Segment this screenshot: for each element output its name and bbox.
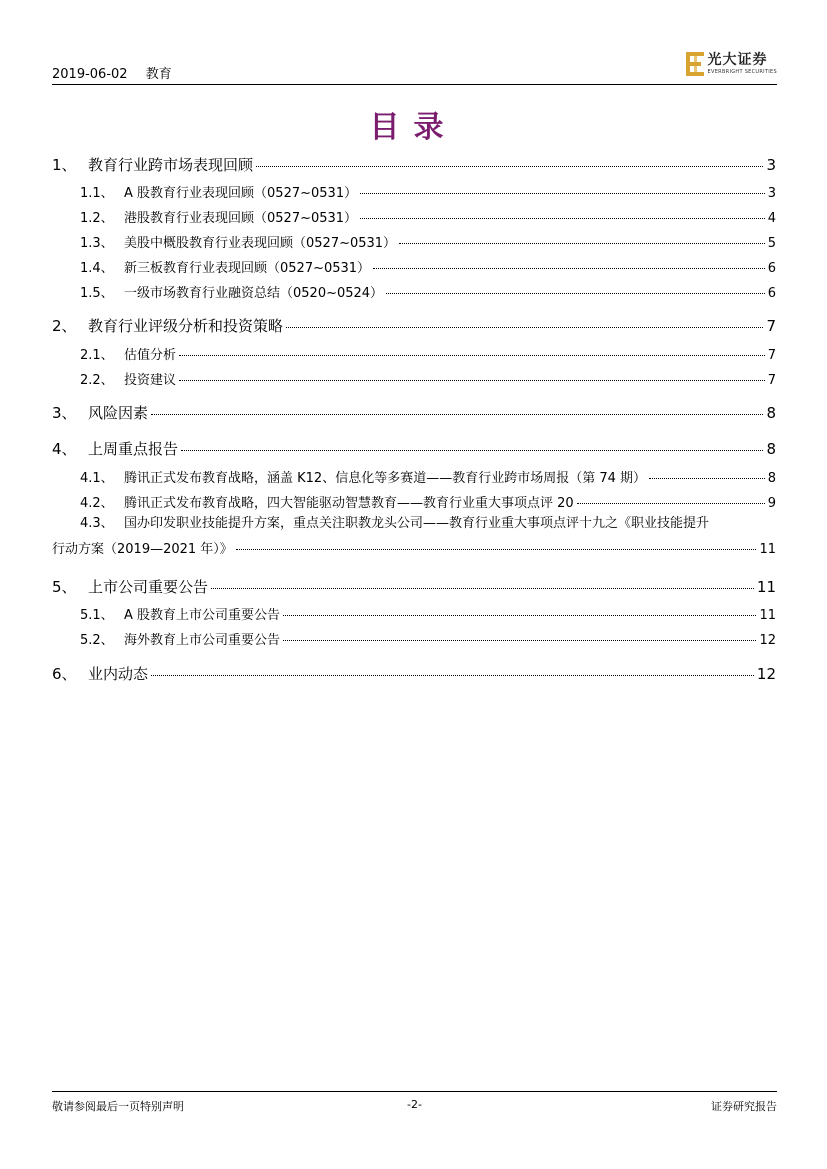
toc-entry-number: 1.2、 (80, 211, 114, 226)
toc-entry-page: 7 (767, 348, 776, 363)
toc-leader-dots (577, 503, 765, 504)
toc-entry-title: 业内动态 (88, 665, 149, 683)
toc-entry[interactable] (52, 369, 776, 388)
toc-leader-dots (649, 478, 765, 479)
toc-leader-dots (256, 166, 763, 167)
toc-leader-dots (360, 193, 765, 194)
toc-entry-title: 港股教育行业表现回顾（0527~0531） (124, 211, 358, 226)
toc-entry-number: 4.3、 (80, 516, 114, 531)
company-logo (686, 50, 777, 78)
toc-entry-title: 一级市场教育行业融资总结（0520~0524） (124, 286, 384, 301)
toc-entry-title: 国办印发职业技能提升方案，重点关注职教龙头公司——教育行业重大事项点评十九之《职业技能提升 (124, 516, 710, 531)
toc-entry[interactable] (52, 182, 776, 201)
toc-entry[interactable] (52, 232, 776, 251)
toc-entry-title: A 股教育上市公司重要公告 (124, 608, 281, 623)
toc-entry-page: 3 (767, 186, 776, 201)
toc-leader-dots (151, 675, 754, 676)
toc-entry[interactable] (52, 511, 776, 563)
toc-entry-title: 估值分析 (124, 348, 177, 363)
toc-entry-number: 5.2、 (80, 633, 114, 648)
toc-entry-number: 2.1、 (80, 348, 114, 363)
toc-entry-title: A 股教育行业表现回顾（0527~0531） (124, 186, 358, 201)
toc-entry-number: 3、 (52, 404, 77, 422)
logo-english-name: EVERBRIGHT SECURITIES (707, 69, 777, 75)
toc-entry-title: 腾讯正式发布教育战略，四大智能驱动智慧教育——教育行业重大事项点评 20 (124, 496, 574, 511)
toc-entry[interactable] (52, 438, 776, 459)
toc-entry-page: 4 (767, 211, 776, 226)
toc-entry[interactable] (52, 344, 776, 363)
toc-entry-title: 腾讯正式发布教育战略，涵盖 K12、信息化等多赛道——教育行业跨市场周报（第 74 期） (124, 471, 647, 486)
toc-entry[interactable] (52, 604, 776, 623)
toc-entry-number: 1、 (52, 156, 77, 174)
toc-entry-number: 5、 (52, 578, 77, 596)
everbright-logo-icon (686, 52, 704, 76)
toc-entry-page: 5 (767, 236, 776, 251)
toc-entry[interactable] (52, 402, 776, 423)
toc-leader-dots (236, 549, 757, 550)
toc-heading: 目录 (369, 110, 458, 145)
toc-entry-page: 9 (767, 496, 776, 511)
toc-entry-title: 教育行业跨市场表现回顾 (88, 156, 254, 174)
report-date: 2019-06-02 (52, 67, 128, 82)
toc-entry-number: 1.4、 (80, 261, 114, 276)
toc-entry-page: 12 (756, 665, 776, 683)
toc-entry-title: 投资建议 (124, 373, 177, 388)
toc-entry[interactable] (52, 576, 776, 597)
toc-leader-dots (179, 355, 765, 356)
toc-entry-title: 上市公司重要公告 (88, 578, 209, 596)
toc-entry-page: 6 (767, 261, 776, 276)
toc-entry[interactable] (52, 282, 776, 301)
toc-entry[interactable] (52, 492, 776, 511)
toc-entry-number: 4.2、 (80, 496, 114, 511)
toc-leader-dots (373, 268, 765, 269)
toc-entry-title: 美股中概股教育行业表现回顾（0527~0531） (124, 236, 397, 251)
toc-entry-page: 8 (766, 440, 776, 458)
toc-entry-page: 11 (756, 578, 776, 596)
toc-entry-page: 7 (767, 373, 776, 388)
toc-entry-title: 新三板教育行业表现回顾（0527~0531） (124, 261, 371, 276)
toc-entry-title: 风险因素 (88, 404, 149, 422)
toc-entry-number: 2.2、 (80, 373, 114, 388)
toc-leader-dots (286, 327, 763, 328)
report-type: 证券研究报告 (711, 1100, 777, 1113)
toc-entry-number: 1.1、 (80, 186, 114, 201)
toc-entry-number: 1.5、 (80, 286, 114, 301)
toc-leader-dots (151, 414, 763, 415)
toc-entry-page: 6 (767, 286, 776, 301)
toc-entry-title: 上周重点报告 (88, 440, 179, 458)
toc-leader-dots (360, 218, 765, 219)
toc-entry-page: 11 (759, 608, 776, 623)
toc-entry-page: 3 (766, 156, 776, 174)
toc-entry-number: 4.1、 (80, 471, 114, 486)
toc-entry[interactable] (52, 154, 776, 175)
toc-leader-dots (181, 450, 763, 451)
page-header (52, 48, 777, 85)
toc-leader-dots (283, 640, 756, 641)
toc-entry-title: 海外教育上市公司重要公告 (124, 633, 281, 648)
toc-entry[interactable] (52, 663, 776, 684)
page-footer (52, 1091, 777, 1112)
logo-chinese-name: 光大证券 (707, 52, 768, 68)
toc-entry[interactable] (52, 315, 776, 336)
toc-entry-title: 教育行业评级分析和投资策略 (88, 317, 284, 335)
toc-entry-number: 1.3、 (80, 236, 114, 251)
page-number: -2- (407, 1098, 422, 1111)
toc-entry[interactable] (52, 629, 776, 648)
toc-entry[interactable] (52, 257, 776, 276)
toc-entry-number: 5.1、 (80, 608, 114, 623)
toc-entry-page: 8 (766, 404, 776, 422)
toc-entry[interactable] (52, 467, 776, 486)
toc-entry-page: 7 (766, 317, 776, 335)
toc-entry-page: 11 (759, 542, 776, 557)
toc-entry-number: 4、 (52, 440, 77, 458)
toc-leader-dots (211, 588, 754, 589)
toc-entry-number: 2、 (52, 317, 77, 335)
header-date-category (52, 63, 172, 82)
toc-entry-title-continued: 行动方案（2019—2021 年）》 (52, 542, 233, 557)
toc-entry-page: 12 (759, 633, 776, 648)
toc-entry-page: 8 (767, 471, 776, 486)
toc-leader-dots (179, 380, 765, 381)
toc-leader-dots (283, 615, 756, 616)
report-category: 教育 (145, 67, 172, 82)
toc-entry-number: 6、 (52, 665, 77, 683)
toc-leader-dots (386, 293, 765, 294)
toc-leader-dots (399, 243, 765, 244)
disclaimer-note: 敬请参阅最后一页特别声明 (52, 1100, 184, 1113)
toc-entry[interactable] (52, 207, 776, 226)
